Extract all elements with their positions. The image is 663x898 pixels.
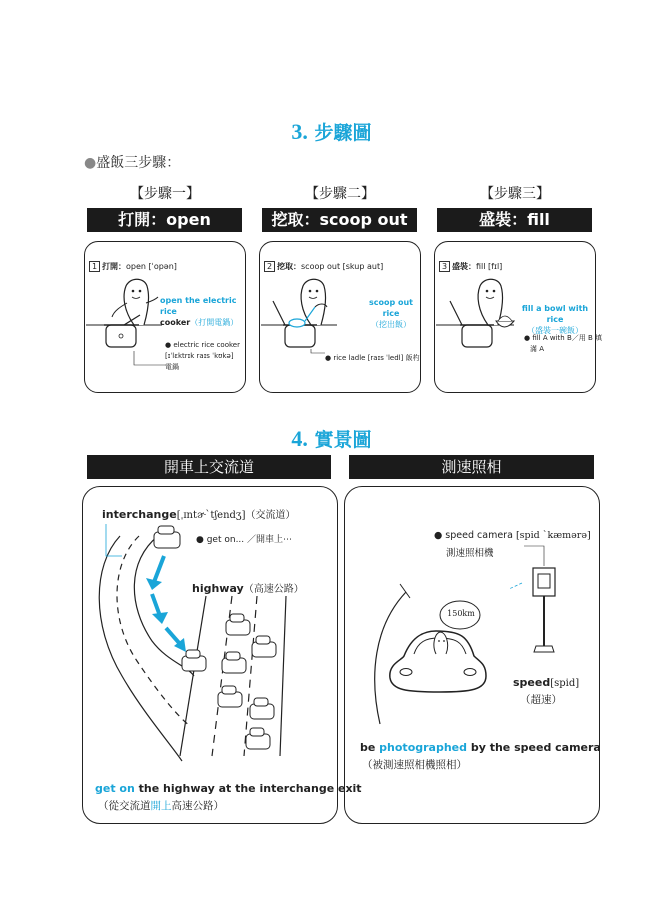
- interchange-zh: （交流道）: [245, 510, 296, 521]
- camera-en: ● speed camera: [434, 530, 513, 541]
- step-2-bar: 挖取：scoop out: [262, 208, 417, 232]
- scene-1-caption: [95, 782, 362, 795]
- step-3-heading: 【步驟三】: [480, 186, 550, 202]
- caption-b: by the speed camera: [467, 741, 601, 754]
- caption-en: scoop out rice: [368, 298, 414, 318]
- caption-blue: get on: [95, 782, 135, 795]
- scene-1-caption-zh: [98, 798, 224, 813]
- entry-rest: scoop out [skup aut]: [301, 262, 384, 271]
- highway-label: [192, 580, 304, 595]
- section-number: 3.: [291, 119, 308, 144]
- bullet-dot-icon: ●: [84, 155, 97, 171]
- intro-bullet: [84, 152, 180, 172]
- scene-2-caption-zh: （被測速照相機照相）: [362, 759, 467, 771]
- caption-rest: the highway at the interchange exit: [134, 782, 362, 795]
- caption-en: open the electric rice: [160, 296, 237, 316]
- caption-a: be: [360, 741, 380, 754]
- section-title-text: 步驟圖: [314, 122, 372, 144]
- step-number-badge: 1: [89, 261, 100, 272]
- speed-camera-label: [434, 530, 591, 541]
- caption-zh: （盛裝一碗飯）: [527, 326, 583, 335]
- interchange-label: [102, 506, 295, 521]
- entry-label: 打開：: [102, 262, 126, 271]
- entry-label: 盛裝：: [452, 262, 476, 271]
- speed-ipa: [spid]: [550, 678, 580, 689]
- step-number-badge: 3: [439, 261, 450, 272]
- interchange-ipa: [ˌɪntɚˋtʃendʒ]: [176, 510, 246, 521]
- speed-en: speed: [513, 676, 551, 689]
- speed-label: [513, 676, 579, 689]
- caption-zh-b: 高速公路）: [171, 800, 224, 812]
- scene-2-caption: [360, 741, 601, 754]
- step-1-bar: 打開：open: [87, 208, 242, 232]
- get-on-note: ● get on... ／開車上⋯: [196, 535, 293, 545]
- entry-rest: fill [fɪl]: [476, 262, 503, 271]
- step-3-bar: 盛裝：fill: [437, 208, 592, 232]
- section-number: 4.: [291, 426, 308, 451]
- note-zh: 電鍋: [165, 363, 179, 371]
- highway-en: highway: [192, 582, 244, 595]
- scene-2-bar: 測速照相: [349, 455, 594, 479]
- step-2-heading: 【步驟二】: [305, 186, 375, 202]
- step-1-heading: 【步驟一】: [130, 186, 200, 202]
- speed-zh: （超速）: [520, 694, 562, 706]
- caption-en-2: cooker: [160, 318, 191, 327]
- highway-zh: （高速公路）: [243, 584, 304, 595]
- step-2-illustration: [259, 241, 421, 393]
- step-3-illustration: [434, 241, 596, 393]
- interchange-en: interchange: [102, 508, 177, 521]
- caption-en: fill a bowl with rice: [521, 304, 589, 324]
- speed-camera-zh: 測速照相機: [446, 548, 494, 559]
- caption-blue: photographed: [379, 741, 468, 754]
- intro-text: 盛飯三步驟：: [96, 155, 181, 171]
- caption-zh-blue: 開上: [150, 800, 172, 812]
- caption-zh: （打開電鍋）: [190, 318, 239, 327]
- caption-zh: （挖出飯）: [371, 320, 411, 329]
- section-4-title: [0, 425, 663, 452]
- note-en: ● fill A with B／用 B 填: [524, 334, 603, 342]
- step-number-badge: 2: [264, 261, 275, 272]
- entry-label: 挖取：: [277, 262, 301, 271]
- note-en: ● electric rice cooker: [165, 341, 240, 349]
- step-1-illustration: [84, 241, 246, 393]
- caption-zh-a: （從交流道: [98, 800, 151, 812]
- camera-ipa: [spid ˋkæmərə]: [515, 530, 591, 541]
- entry-rest: open [ˈopən]: [126, 262, 177, 271]
- section-title-text: 實景圖: [314, 429, 372, 451]
- speech-bubble-text: 150km: [447, 609, 475, 618]
- note-en-2: 滿 A: [530, 345, 545, 353]
- note-en: ● rice ladle [raɪs ˈledl] 飯杓: [325, 354, 420, 362]
- note-ipa: [ɪˈlɛktrɪk raɪs ˈkʊkə]: [165, 352, 234, 360]
- scene-1-bar: 開車上交流道: [87, 455, 331, 479]
- section-3-title: [0, 118, 663, 145]
